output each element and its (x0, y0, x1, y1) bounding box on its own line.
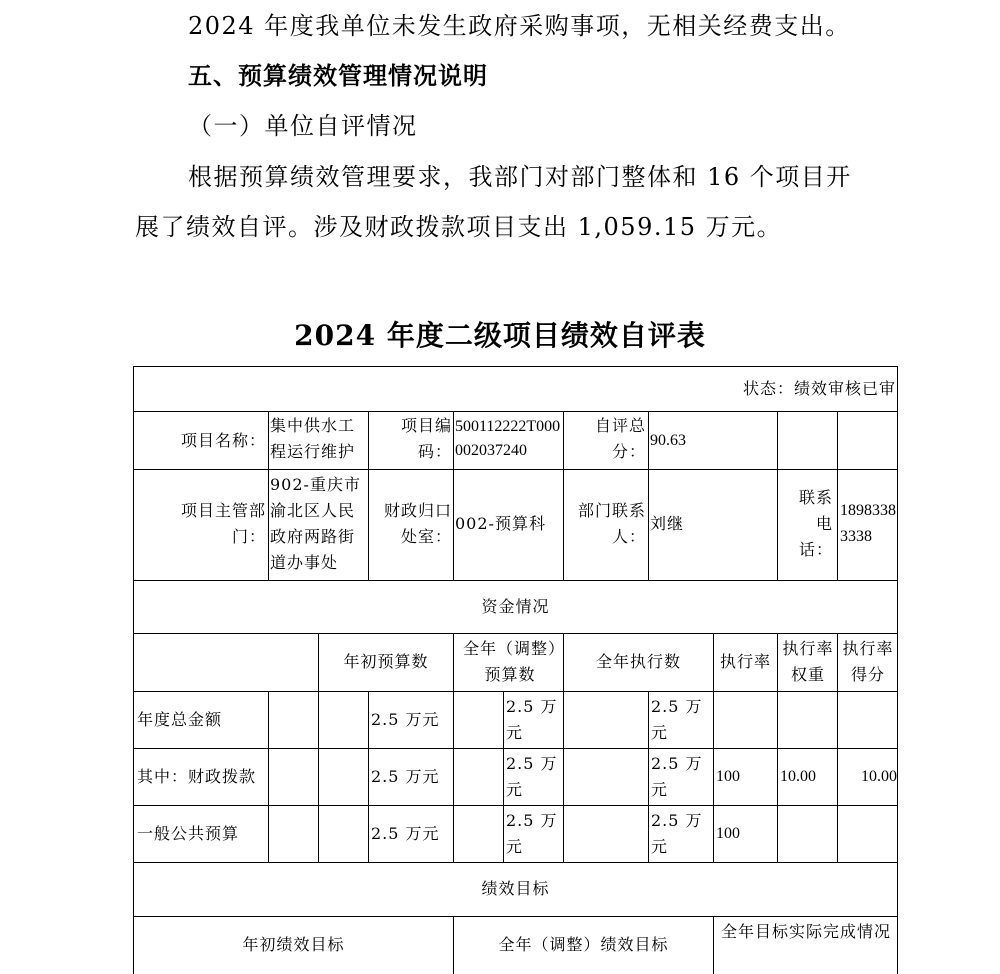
funding-rate: 100 (716, 825, 740, 842)
dept-label: 项目主管部门： (180, 501, 266, 546)
contact-value: 刘继 (650, 514, 685, 533)
funding-weight: 10.00 (780, 768, 816, 785)
project-code-value: 500112222T000002037240 (455, 418, 561, 459)
funding-section-title: 资金情况 (481, 597, 550, 616)
finance-office-label: 财政归口处室： (383, 501, 452, 546)
funding-executed: 2.5 万元 (651, 754, 703, 799)
grid-line (503, 691, 504, 862)
goals-section-title: 绩效目标 (481, 879, 550, 898)
self-score-value: 90.63 (650, 432, 686, 449)
grid-line (648, 411, 649, 580)
grid-line (777, 411, 778, 580)
grid-line (133, 411, 898, 412)
contact-label: 部门联系人： (577, 501, 646, 546)
funding-adjusted: 2.5 万元 (506, 754, 558, 799)
grid-line (563, 691, 564, 862)
dept-value: 902-重庆市渝北区人民政府两路街道办事处 (270, 475, 361, 572)
grid-line (133, 691, 898, 692)
funding-executed: 2.5 万元 (651, 697, 703, 742)
table-title: 2024 年度二级项目绩效自评表 (294, 319, 706, 352)
grid-line (837, 633, 838, 862)
project-code-label: 项目编码： (400, 416, 452, 461)
header-rate-score: 执行率得分 (842, 639, 894, 684)
grid-line (133, 862, 898, 863)
grid-line (837, 411, 838, 580)
funding-executed: 2.5 万元 (651, 811, 703, 856)
grid-line (368, 411, 369, 580)
status-label: 状态：绩效审核已审 (742, 379, 896, 398)
header-initial-goal: 年初绩效目标 (242, 935, 345, 954)
header-adjusted-budget: 全年（调整）预算数 (462, 639, 557, 684)
grid-line (133, 748, 898, 749)
header-adjusted-goal: 全年（调整）绩效目标 (498, 935, 669, 954)
grid-line (453, 633, 454, 862)
grid-line (268, 691, 269, 862)
grid-line (133, 633, 898, 634)
grid-line (318, 691, 319, 862)
grid-line (133, 469, 898, 470)
header-rate-weight: 执行率权重 (782, 639, 834, 684)
section-heading: 五、预算绩效管理情况说明 (188, 62, 488, 90)
funding-adjusted: 2.5 万元 (506, 697, 558, 742)
funding-row-label: 一般公共预算 (137, 824, 240, 843)
funding-initial: 2.5 万元 (371, 767, 440, 786)
header-initial-budget: 年初预算数 (343, 652, 429, 671)
header-rate: 执行率 (719, 652, 771, 671)
grid-line (268, 411, 269, 580)
table-border-right (897, 366, 898, 974)
funding-initial: 2.5 万元 (371, 824, 440, 843)
funding-score: 10.00 (861, 768, 897, 785)
grid-line (133, 805, 898, 806)
grid-line (133, 580, 898, 581)
grid-line (563, 411, 564, 580)
header-executed: 全年执行数 (595, 652, 681, 671)
grid-line (713, 916, 714, 974)
finance-office-value: 002-预算科 (455, 514, 546, 533)
grid-line (133, 916, 898, 917)
project-name-value: 集中供水工程运行维护 (270, 416, 356, 461)
grid-line (648, 691, 649, 862)
phone-value: 18983383338 (840, 502, 896, 545)
funding-row-label: 年度总金额 (137, 710, 223, 729)
header-actual-completion: 全年目标实际完成情况 (720, 922, 891, 941)
paragraph-line-2: 展了绩效自评。涉及财政拨款项目支出 1,059.15 万元。 (135, 213, 783, 241)
grid-line (453, 411, 454, 580)
funding-rate: 100 (716, 768, 740, 785)
funding-adjusted: 2.5 万元 (506, 811, 558, 856)
intro-line-1: 2024 年度我单位未发生政府采购事项，无相关经费支出。 (188, 12, 851, 40)
phone-label: 联系电话： (798, 488, 833, 559)
subsection-heading: （一）单位自评情况 (188, 112, 418, 140)
funding-row-label: 其中：财政拨款 (137, 767, 257, 786)
table-border-top (133, 366, 898, 367)
project-name-label: 项目名称： (180, 431, 266, 450)
grid-line (368, 691, 369, 862)
paragraph-line-1: 根据预算绩效管理要求，我部门对部门整体和 16 个项目开 (188, 163, 852, 191)
self-score-label: 自评总分： (594, 416, 646, 461)
grid-line (777, 633, 778, 862)
funding-initial: 2.5 万元 (371, 710, 440, 729)
